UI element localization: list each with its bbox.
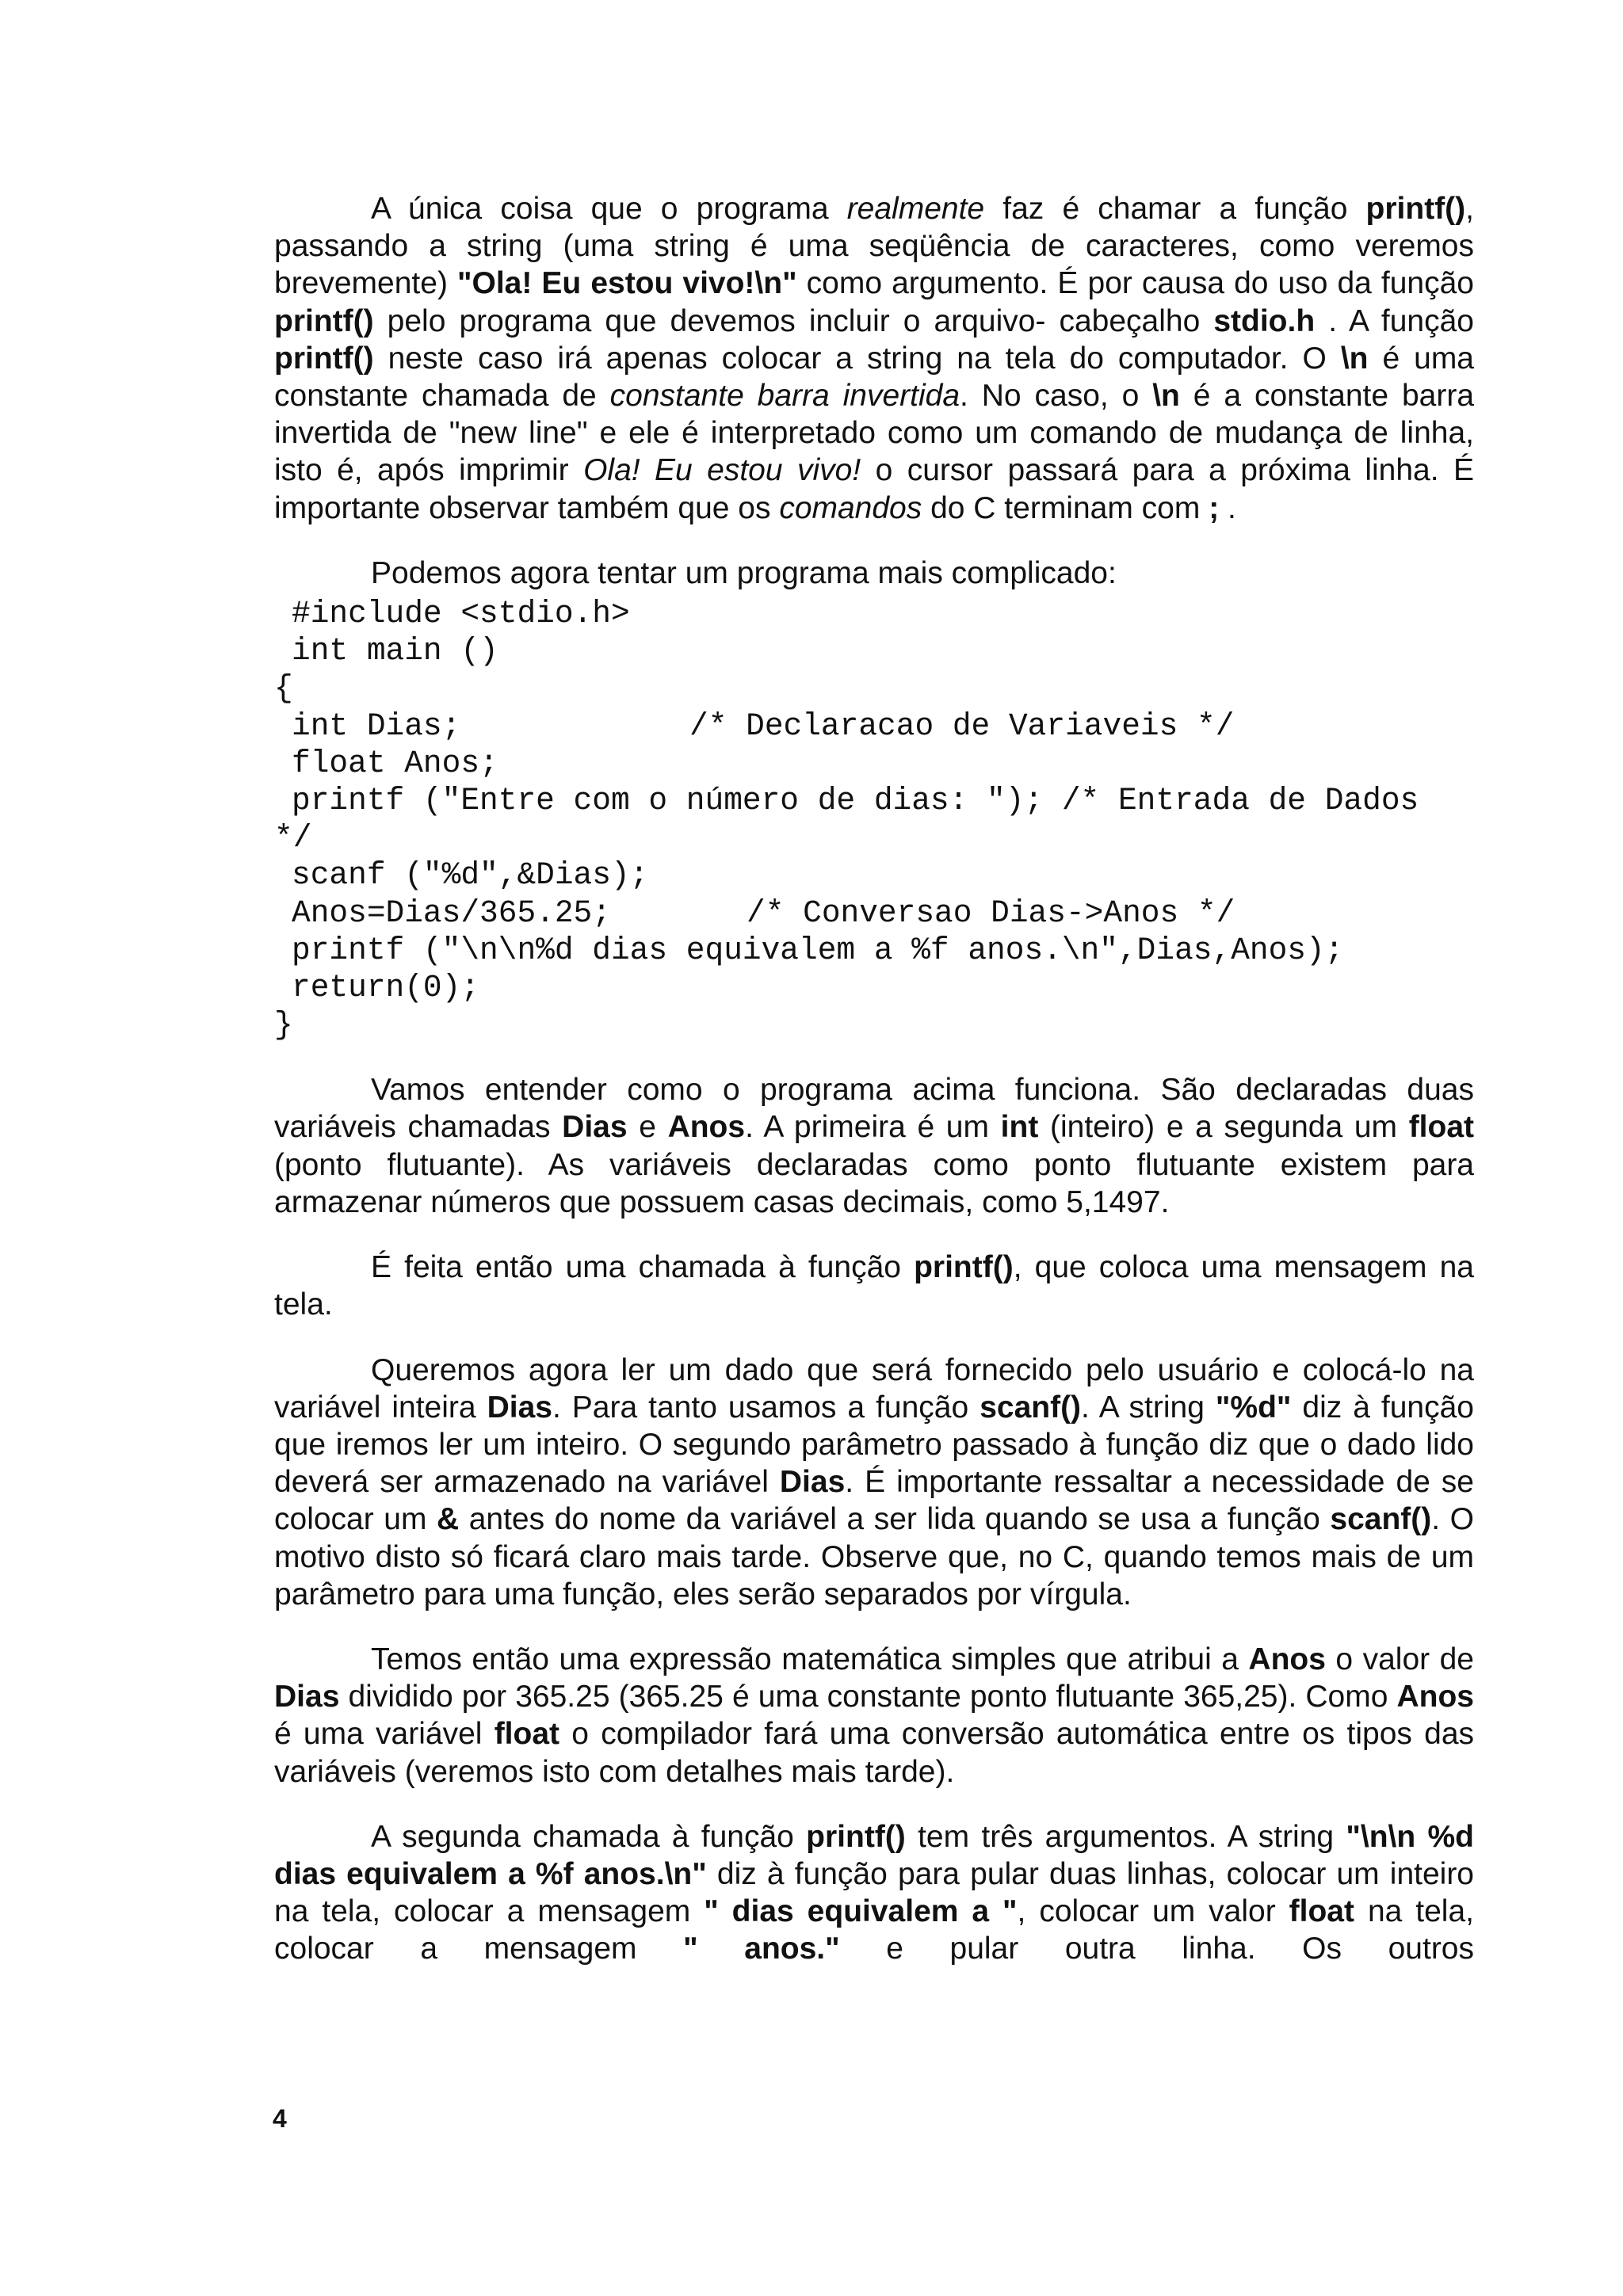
paragraph-printf-call bbox=[274, 1249, 1474, 1323]
paragraph-program-intro: Podemos agora tentar um programa mais complicado: bbox=[371, 555, 1117, 590]
code-statement: int Dias; bbox=[292, 707, 461, 744]
italic-text: constante barra invertida bbox=[609, 379, 960, 414]
text: É feita então uma chamada à função bbox=[371, 1250, 915, 1285]
page-body bbox=[274, 190, 1474, 1996]
text: Temos então uma expressão matemática simples que atribui a bbox=[371, 1642, 1249, 1676]
text: do C terminam com bbox=[922, 490, 1209, 525]
text: A segunda chamada à função bbox=[371, 1819, 807, 1854]
bold-text: printf() bbox=[914, 1250, 1014, 1285]
paragraph-second-printf bbox=[274, 1818, 1474, 1968]
text: . A primeira é um bbox=[745, 1110, 1001, 1145]
paragraph-expression bbox=[274, 1641, 1474, 1791]
text: dividido por 365.25 (365.25 é uma constante ponto flutuante 365,25). Como bbox=[339, 1680, 1397, 1714]
bold-text: Dias bbox=[779, 1465, 846, 1500]
text: . No caso, o bbox=[960, 379, 1153, 414]
code-statement: Anos=Dias/365.25; bbox=[292, 894, 611, 931]
text: . A string bbox=[1081, 1390, 1216, 1425]
bold-text: "%d" bbox=[1215, 1390, 1292, 1425]
text: e bbox=[627, 1110, 668, 1145]
paragraph-scanf bbox=[274, 1352, 1474, 1613]
bold-text: Dias bbox=[562, 1110, 628, 1145]
italic-text: comandos bbox=[779, 490, 922, 525]
bold-text: "Ola! Eu estou vivo!\n" bbox=[457, 266, 797, 301]
bold-text: scanf() bbox=[980, 1390, 1082, 1425]
code-line: scanf ("%d",&Dias); bbox=[292, 857, 649, 894]
text: Queremos agora ler um dado que será fornecido pelo usuário e colocá-lo na variável inteira bbox=[274, 1352, 1474, 1425]
text: . É importante ressaltar a necessidade de se colocar um bbox=[274, 1465, 1474, 1537]
text: A única coisa que o programa bbox=[371, 192, 847, 226]
text: pelo programa que devemos incluir o arquivo- cabeçalho bbox=[373, 303, 1214, 338]
code-comment: /* Declaracao de Variaveis */ bbox=[689, 707, 1235, 744]
bold-text: "\n\n %d dias equivalem a %f anos.\n" bbox=[274, 1819, 1475, 1891]
text: , que coloca uma mensagem na tela. bbox=[274, 1250, 1474, 1322]
paragraph-variables bbox=[274, 1071, 1474, 1221]
text: antes do nome da variável a ser lida quando se usa a função bbox=[459, 1502, 1331, 1537]
text: diz à função para pular duas linhas, colocar um inteiro na tela, colocar a mensagem bbox=[274, 1856, 1475, 1929]
text: . Para tanto usamos a função bbox=[552, 1390, 980, 1425]
code-line: float Anos; bbox=[292, 745, 498, 781]
bold-text: ; bbox=[1209, 490, 1220, 525]
bold-text: printf() bbox=[806, 1819, 906, 1854]
bold-text: Dias bbox=[487, 1390, 552, 1425]
bold-text: " dias equivalem a " bbox=[704, 1894, 1018, 1929]
code-line: */ bbox=[274, 820, 312, 856]
text: , passando a string (uma string é uma seqüência de caracteres, como veremos brevemente) bbox=[274, 192, 1474, 301]
text: na tela, colocar a mensagem bbox=[274, 1894, 1474, 1966]
bold-text: float bbox=[494, 1717, 560, 1752]
bold-text: Anos bbox=[1396, 1680, 1474, 1714]
code-line: } bbox=[274, 1007, 293, 1043]
bold-text: float bbox=[1289, 1894, 1354, 1929]
italic-text: realmente bbox=[846, 192, 985, 226]
bold-text: int bbox=[1000, 1110, 1039, 1145]
code-line: printf ("\n\n%d dias equivalem a %f anos.\n",Dias,Anos); bbox=[292, 932, 1344, 968]
text: diz à função que iremos ler um inteiro. O segundo parâmetro passado à função diz que o dado lido deverá ser armazenado na variável bbox=[274, 1390, 1475, 1500]
text: e pular outra linha. Os outros bbox=[839, 1932, 1475, 1966]
text: neste caso irá apenas colocar a string na tela do computador. O bbox=[373, 341, 1341, 376]
bold-text: stdio.h bbox=[1213, 303, 1316, 338]
code-line: int main () bbox=[292, 633, 498, 669]
bold-text: printf() bbox=[274, 341, 374, 376]
bold-text: scanf() bbox=[1330, 1502, 1432, 1537]
bold-text: float bbox=[1408, 1110, 1475, 1145]
bold-text: \n bbox=[1340, 341, 1369, 376]
bold-text: printf() bbox=[274, 303, 374, 338]
code-line bbox=[274, 707, 1474, 745]
italic-text: Ola! Eu estou vivo! bbox=[583, 453, 861, 488]
text: (ponto flutuante). As variáveis declaradas como ponto flutuante existem para armazenar números que possuem casas decimais, como 5,1497. bbox=[274, 1147, 1474, 1219]
text: , colocar um valor bbox=[1017, 1894, 1289, 1929]
bold-text: \n bbox=[1152, 379, 1180, 414]
text: como argumento. É por causa do uso da função bbox=[796, 266, 1475, 301]
code-line bbox=[274, 894, 1474, 932]
text: (inteiro) e a segunda um bbox=[1038, 1110, 1409, 1145]
code-comment: /* Conversao Dias->Anos */ bbox=[747, 894, 1235, 931]
text: o compilador fará uma conversão automática entre os tipos das variáveis (veremos isto com detalhes mais tarde). bbox=[274, 1717, 1475, 1789]
text: . A função bbox=[1315, 303, 1474, 338]
bold-text: printf() bbox=[1365, 192, 1466, 226]
text: . O motivo disto só ficará claro mais tarde. Observe que, no C, quando temos mais de um parâmetro para uma função, eles serão separados por vírgula. bbox=[274, 1502, 1474, 1611]
text: Vamos entender como o programa acima funciona. São declaradas duas variáveis chamadas bbox=[274, 1073, 1474, 1145]
text: é uma variável bbox=[274, 1717, 495, 1752]
text: tem três argumentos. A string bbox=[905, 1819, 1346, 1854]
code-line: { bbox=[274, 670, 293, 707]
page-number: 4 bbox=[273, 2104, 287, 2133]
code-line: #include <stdio.h> bbox=[292, 596, 630, 632]
paragraph-printf-explanation bbox=[274, 190, 1474, 527]
text: . bbox=[1219, 490, 1236, 525]
text: faz é chamar a função bbox=[984, 192, 1366, 226]
text: o cursor passará para a próxima linha. É importante observar também que os bbox=[274, 453, 1474, 525]
bold-text: & bbox=[436, 1502, 460, 1537]
bold-text: " anos." bbox=[683, 1932, 840, 1966]
code-line: printf ("Entre com o número de dias: "); /* Entrada de Dados bbox=[292, 782, 1419, 818]
bold-text: Anos bbox=[1248, 1642, 1326, 1676]
text: o valor de bbox=[1325, 1642, 1474, 1676]
text: é a constante barra invertida de "new line" e ele é interpretado como um comando de mudança de linha, isto é, após imprimir bbox=[274, 379, 1475, 488]
code-line: return(0); bbox=[292, 969, 480, 1005]
bold-text: Dias bbox=[274, 1680, 340, 1714]
bold-text: Anos bbox=[667, 1110, 746, 1145]
text: é uma constante chamada de bbox=[274, 341, 1475, 414]
code-block bbox=[274, 595, 1474, 1043]
